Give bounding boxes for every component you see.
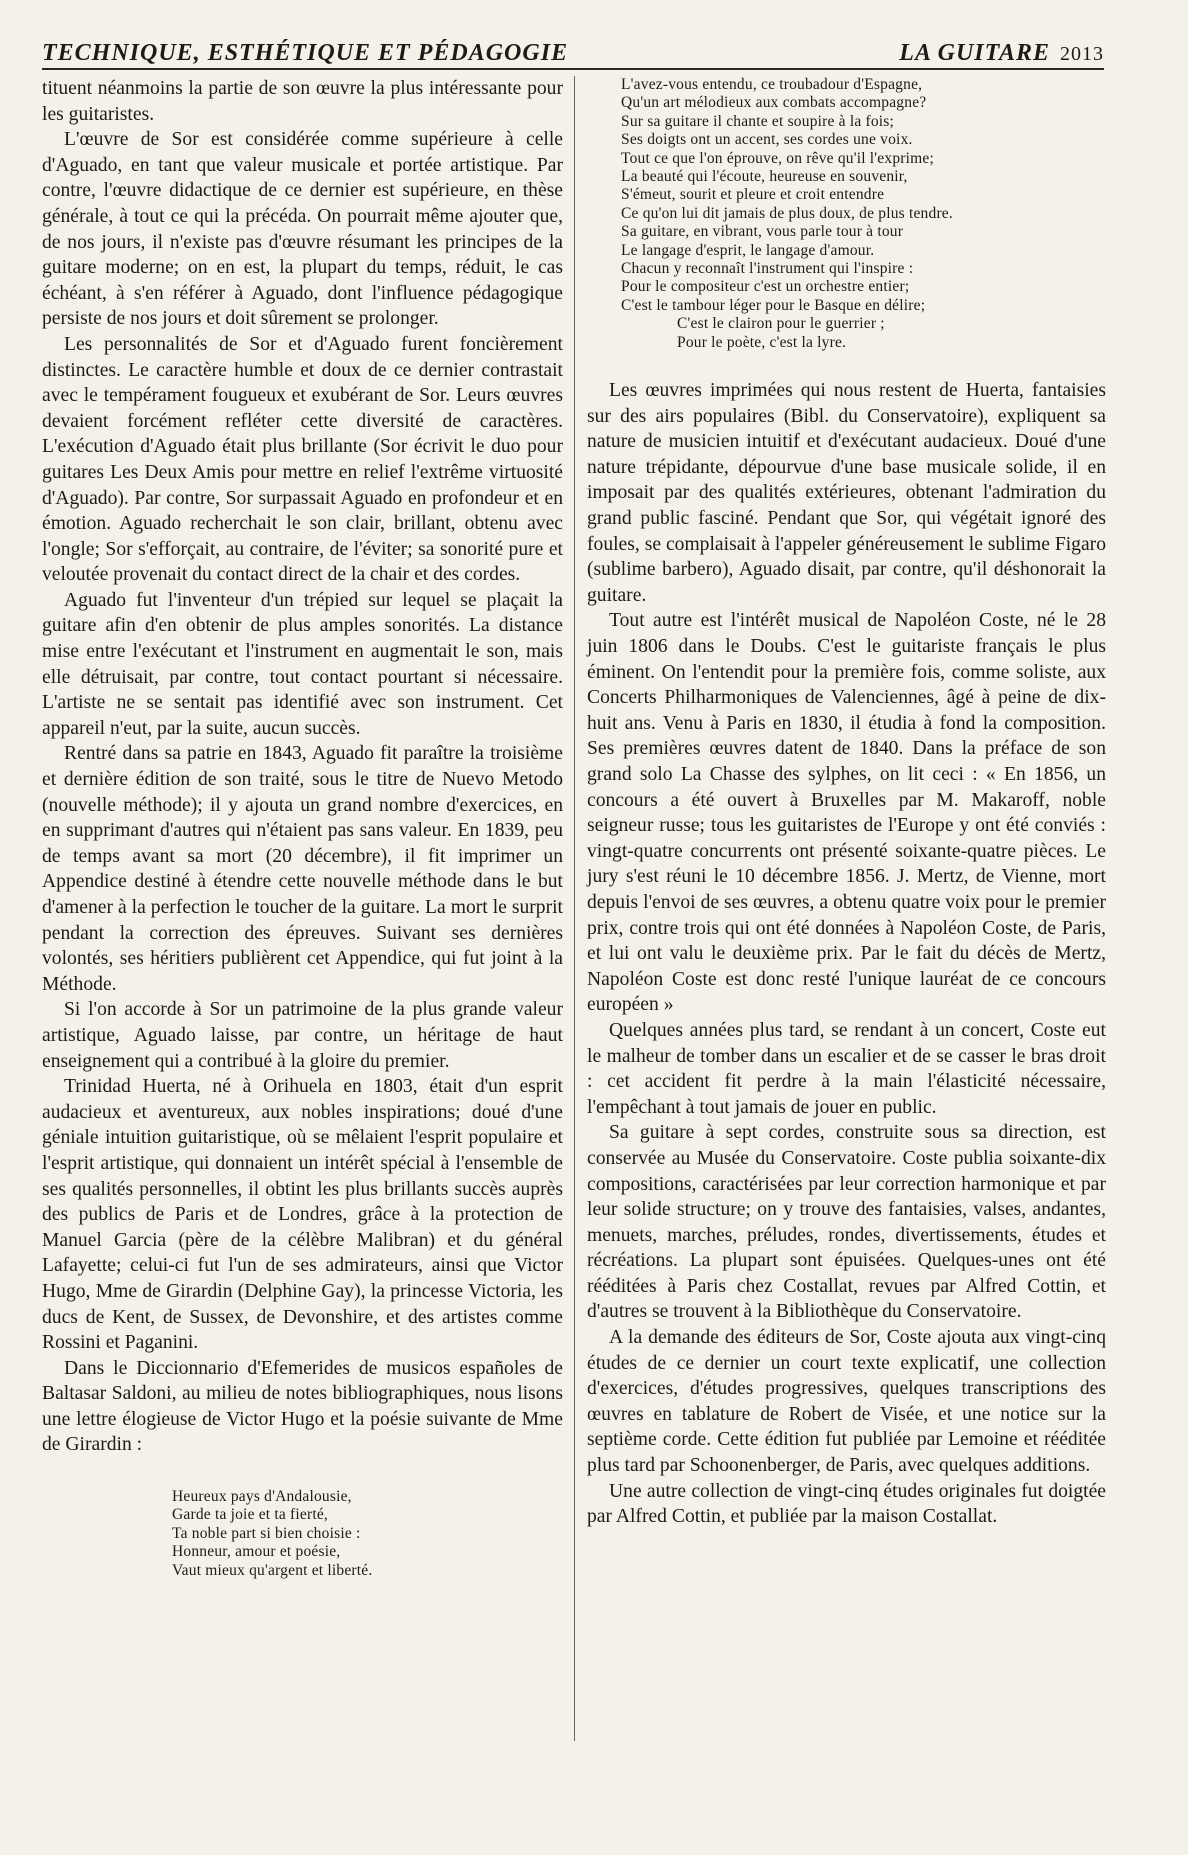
paragraph: Les personnalités de Sor et d'Aguado furent foncièrement distinctes. Le caractère humble et doux de ce dernier contrastait avec le tempérament fougueux et exubérant de Sor. Leurs œuvres devaient forcément refléter cette diversité de caractères. L'exécution d'Aguado était plus brillante (Sor écrivit le duo pour guitares Les Deux Amis pour mettre en relief l'extrême virtuosité d'Aguado). Par contre, Sor surpassait Aguado en profondeur et en émotion. Aguado recherchait le son clair, brillant, obtenu avec l'ongle; Sor s'efforçait, au contraire, de l'éviter; sa sonorité pure et veloutée provenait du contact direct de la chair et des cordes. — [42, 333, 563, 586]
verse-line: Heureux pays d'Andalousie, — [172, 1488, 352, 1506]
verse-line: Sur sa guitare il chante et soupire à la fois; — [621, 112, 895, 130]
verse-line: Pour le compositeur c'est un orchestre entier; — [621, 278, 910, 296]
journal-title: LA GUITARE — [899, 40, 1050, 66]
verse-line: C'est le clairon pour le guerrier ; — [677, 315, 885, 333]
paragraph: Aguado fut l'inventeur d'un trépied sur lequel se plaçait la guitare afin d'en obtenir de plus amples sonorités. La distance mise entre l'exécutant et l'instrument en augmentait le son, mais elle détruisait, par contre, tout contact pourtant si nécessaire. L'artiste ne se sentait pas identifié avec son instrument. Cet appareil n'eut, par la suite, aucun succès. — [42, 589, 563, 739]
paragraph: Sa guitare à sept cordes, construite sous sa direction, est conservée au Musée du Conservatoire. Coste publia soixante-dix compositions, caractérisées par leur correction harmonique et par leur solide structure; on y trouve des fantaisies, valses, andantes, menuets, marches, préludes, rondes, divertissements, études et récréations. La plupart sont épuisées. Quelques-unes ont été rééditées à Paris chez Costallat, revues par Alfred Cottin, et d'autres se trouvent à la Bibliothèque du Conservatoire. — [587, 1122, 1106, 1323]
paragraph: A la demande des éditeurs de Sor, Coste ajouta aux vingt-cinq études de ce dernier un court texte explicatif, une collection d'exercices, d'études progressives, quelques transcriptions des œuvres en tablature de Robert de Visée, et une notice sur la septième corde. Cette édition fut publiée par Lemoine et rééditée plus tard par Schoonenberger, de Paris, avec quelques additions. — [587, 1327, 1106, 1477]
paragraph: Trinidad Huerta, né à Orihuela en 1803, était d'un esprit audacieux et aventureux, aux nobles inspirations; doué d'une géniale intuition guitaristique, où se mêlaient l'esprit populaire et l'esprit artistique, qui donnaient un intérêt spécial à l'ensemble de ses qualités personnelles, il obtint les plus brillants succès auprès des publics de Paris et de Londres, grâce à la protection de Manuel Garcia (père de la célèbre Malibran) et du général Lafayette; celui-ci fut l'un de ses admirateurs, ainsi que Victor Hugo, Mme de Girardin (Delphine Gay), la princesse Victoria, les ducs de Kent, de Sussex, de Devonshire, et des artistes comme Rossini et Paganini. — [42, 1076, 563, 1354]
paragraph: Quelques années plus tard, se rendant à un concert, Coste eut le malheur de tomber dans un escalier et de se casser le bras droit : cet accident fit perdre à la main l'élasticité nécessaire, l'empêchant à tout jamais de jouer en public. — [587, 1019, 1106, 1118]
paragraph: Tout autre est l'intérêt musical de Napoléon Coste, né le 28 juin 1806 dans le Doubs. C'est le guitariste français le plus éminent. On l'entendit pour la première fois, comme soliste, aux Concerts Philharmoniques de Valenciennes, âgé à peine de dix-huit ans. Venu à Paris en 1830, il étudia à fond la composition. Ses premières œuvres datent de 1840. Dans la préface de son grand solo La Chasse des sylphes, on lit ceci : « En 1856, un concours a été ouvert à Bruxelles par M. Makaroff, noble seigneur russe; tous les guitaristes de l'Europe y ont été conviés : vingt-quatre concurrents ont présenté soixante-quatre pièces. Le jury s'est réuni le 10 décembre 1856. J. Mertz, de Vienne, mort depuis l'envoi de ses œuvres, a obtenu quatre voix pour le premier prix, contre trois qui ont été données à Napoléon Coste, de Paris, et lui ont valu le deuxième prix. Par le fait du décès de Mertz, Napoléon Coste est donc resté l'unique lauréat de ce concours européen » — [587, 610, 1106, 1016]
column-divider — [574, 76, 575, 1741]
verse-line: Sa guitare, en vibrant, vous parle tour à tour — [621, 223, 904, 241]
left-column — [42, 76, 563, 1776]
poem-girardin-stanza — [42, 1488, 563, 1580]
paragraph: Les œuvres imprimées qui nous restent de Huerta, fantaisies sur des airs populaires (Bibl. du Conservatoire), expliquent sa nature de musicien intuitif et d'exécutant audacieux. Doué d'une nature trépidante, dépourvue d'une base musicale solide, il en imposait par des qualités extérieures, obtenant l'admiration du grand public fasciné. Pendant que Sor, qui végétait ignoré des foules, se complaisait à l'appeler généreusement le sublime Figaro (sublime barbero), Aguado disait, par contre, qu'il déshonorait la guitare. — [587, 380, 1106, 606]
verse-line: Chacun y reconnaît l'instrument qui l'inspire : — [621, 260, 914, 278]
verse-line: Qu'un art mélodieux aux combats accompagne? — [621, 94, 927, 112]
verse-line: La beauté qui l'écoute, heureuse en souvenir, — [621, 168, 908, 186]
verse-line: Le langage d'esprit, le langage d'amour. — [621, 241, 875, 259]
verse-line: L'avez-vous entendu, ce troubadour d'Espagne, — [621, 76, 923, 93]
verse-line: Ce qu'on lui dit jamais de plus doux, de plus tendre. — [621, 204, 953, 222]
verse-line: Ta noble part si bien choisie : — [172, 1524, 361, 1542]
verse-line: Honneur, amour et poésie, — [172, 1543, 341, 1561]
paragraph: Rentré dans sa patrie en 1843, Aguado fit paraître la troisième et dernière édition de son traité, sous le titre de Nuevo Metodo (nouvelle méthode); il y ajouta un grand nombre d'exercices, en en supprimant d'autres qui n'étaient pas sans valeur. En 1839, peu de temps avant sa mort (20 décembre), il fit imprimer un Appendice destiné à étendre cette nouvelle méthode dans le but d'amener à la perfection le toucher de la guitare. La mort le surprit pendant la correction des épreuves. Suivant ses dernières volontés, ses héritiers publièrent cet Appendice, qui fut joint à la Méthode. — [42, 743, 563, 995]
paragraph: L'œuvre de Sor est considérée comme supérieure à celle d'Aguado, en tant que valeur musicale et portée artistique. Par contre, l'œuvre didactique de ce dernier est supérieure, en thèse générale, à tout ce qui la précéda. On pourrait même ajouter que, de nos jours, il n'existe pas d'œuvre résumant les principes de la guitare moderne; on en est, la plupart du temps, réduit, le cas échéant, à s'en référer à Aguado, dont l'influence pédagogique persiste de nos jours et doit sûrement se prolonger. — [42, 129, 563, 330]
running-title: TECHNIQUE, ESTHÉTIQUE ET PÉDAGOGIE — [42, 40, 569, 66]
page-number: 2013 — [1060, 43, 1104, 65]
verse-line: Ses doigts ont un accent, ses cordes une voix. — [621, 131, 913, 149]
page-header — [42, 38, 1104, 70]
paragraph: Si l'on accorde à Sor un patrimoine de la plus grande valeur artistique, Aguado laisse, par contre, un héritage de haut enseignement qui a contribué à la gloire du premier. — [42, 999, 563, 1072]
verse-line: S'émeut, sourit et pleure et croit entendre — [621, 186, 885, 204]
verse-line: Garde ta joie et ta fierté, — [172, 1506, 329, 1524]
verse-line: C'est le tambour léger pour le Basque en délire; — [621, 296, 926, 314]
verse-line: Vaut mieux qu'argent et liberté. — [172, 1561, 373, 1579]
verse-line: Tout ce que l'on éprouve, on rêve qu'il l'exprime; — [621, 149, 934, 167]
poem-girardin-continued — [587, 76, 1106, 352]
right-column — [587, 76, 1106, 1776]
paragraph: Une autre collection de vingt-cinq études originales fut doigtée par Alfred Cottin, et publiée par la maison Costallat. — [587, 1480, 1106, 1528]
paragraph: Dans le Diccionnario d'Efemerides de musicos españoles de Baltasar Saldoni, au milieu de notes bibliographiques, nous lisons une lettre élogieuse de Victor Hugo et la poésie suivante de Mme de Girardin : — [42, 1357, 563, 1456]
paragraph: tituent néanmoins la partie de son œuvre la plus intéressante pour les guitaristes. — [42, 78, 563, 125]
verse-line: Pour le poète, c'est la lyre. — [677, 333, 847, 351]
journal-title-group — [899, 40, 1104, 67]
